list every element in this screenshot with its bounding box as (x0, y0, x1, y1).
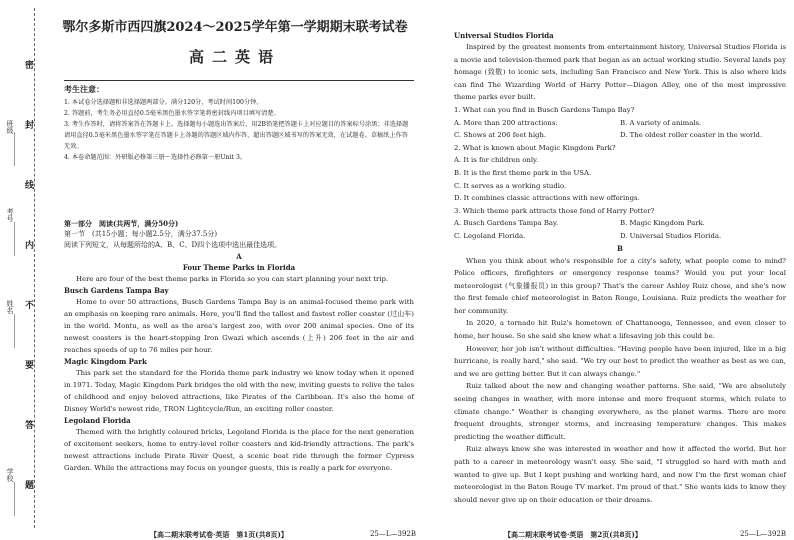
binding-margin (0, 0, 50, 536)
passage-paragraph: When you think about who's responsible for a city's safety, what people come to mind? Police officers, firefighters or emergency response teams? Would you put your local meteorologist (气象播报员) in this group? That's the career Ashley Ruiz chose, and she's now the first female chief meteorologist in Baton Rouge, Louisiana. Ruiz predicts the weather for her community. (454, 256, 786, 315)
option-b[interactable]: B. It is the first theme park in the USA. (454, 168, 592, 177)
option-row (454, 117, 786, 130)
question-stem: 1. What can you find in Busch Gardens Tampa Bay? (454, 105, 635, 114)
footer-page-info: 【高二期末联考试卷·英语 第2页(共8页)】 (504, 530, 642, 539)
passage-letter: A (236, 252, 242, 261)
notice-item: 1. 本试卷分选择题和非选择题两部分。满分120分，考试时间100分钟。 (64, 99, 263, 106)
passage-paragraph: In 2020, a tornado hit Ruiz's hometown of Chattanooga, Tennessee, and even closer to home, her house. So she said she knew what a lifesaving job this could be. (454, 319, 786, 341)
option-d[interactable]: D. Universal Studios Florida. (620, 231, 722, 240)
seal-char: 密 (23, 60, 33, 75)
park-name: Universal Studios Florida (454, 31, 554, 40)
park-description: This park set the standard for the Florida theme park industry we know today when it opened in 1971. Today, Magic Kingdom Park bridges the old with the new, inviting guests to relive the tales of childhood and enjoy beloved attractions, like Pirates of the Caribbean. It's also the home of Disney World's newest ride, TRON Lightcycle/Run, an exciting roller coaster. (64, 369, 414, 413)
footer-page-info: 【高二期末联考试卷·英语 第1页(共8页)】 (150, 530, 288, 539)
park-name: Busch Gardens Tampa Bay (64, 286, 169, 295)
class-label: 班级 (6, 120, 14, 134)
part-heading: 第一部分 阅读(共两节，满分50分) (64, 219, 179, 228)
notice-item: 4. 本卷命题范围：外研版必修第三册～选择性必修第一册Unit 3。 (64, 154, 247, 161)
option-c[interactable]: C. Legoland Florida. (454, 231, 526, 240)
option-c[interactable]: C. It serves as a working studio. (454, 181, 567, 190)
park-name: Legoland Florida (64, 416, 131, 425)
seal-char: 内 (23, 240, 33, 255)
seal-char: 线 (23, 180, 33, 195)
seal-char: 不 (23, 300, 33, 315)
option-d[interactable]: D. It combines classic attractions with new offerings. (454, 194, 640, 203)
option-d[interactable]: D. The oldest roller coaster in the world. (620, 131, 763, 140)
option-a[interactable]: A. More than 200 attractions. (454, 118, 558, 127)
candidate-notice (64, 80, 414, 163)
subject-title: 高二英语 (188, 48, 281, 66)
park-description: Themed with the brightly coloured bricks, Legoland Florida is the place for the next generation of excitement seekers, home to entry-level roller coasters and kid-friendly attractions. The park's newest attractions include Pirate River Quest, a scenic boat ride through the former Cypress Garden. While the attractions may focus on younger guests, this is really a park for everyone. (64, 428, 414, 472)
exam-number-blank[interactable] (14, 222, 15, 256)
seal-line (34, 8, 35, 528)
instruction: 阅读下列短文，从每题所给的A、B、C、D四个选项中选出最佳选项。 (64, 241, 282, 249)
passage-intro: Here are four of the best theme parks in Florida so you can start planning your next trip. (76, 275, 389, 283)
option-a[interactable]: A. It is for children only. (454, 156, 539, 165)
footer-code: 25—L—392B (369, 530, 416, 538)
notice-item: 2. 答题前，考生务必用直径0.5毫米黑色墨水签字笔将密封线内项目填写清楚。 (64, 110, 280, 117)
seal-char: 封 (23, 120, 33, 135)
option-row (454, 129, 786, 142)
passage-paragraph: However, her job isn't without difficulties. "Having people have been injured, like in a big hurricane, is really hard," she said. "We try our best to predict the weather as best as we can, and we are getting better. But it can always change." (454, 344, 786, 378)
option-row (454, 230, 786, 243)
passage-paragraph: Ruiz always knew she was interested in weather and how it affected the world. But her path to a career in meteorology wasn't easy. She said, "I struggled so hard with math and wanted to give up. But I kept pushing and working hard, and now I'm the first woman chief meteorologist in the Baton Rouge TV market. I'm proud of that." She wants kids to know they should never give up on their education or their dreams. (454, 445, 786, 504)
name-blank[interactable] (14, 314, 15, 348)
option-a[interactable]: A. Busch Gardens Tampa Bay. (454, 219, 559, 228)
seal-char: 答 (23, 420, 33, 435)
section-heading: 第一节 (共15小题；每小题2.5分，满分37.5分) (64, 230, 218, 238)
park-description: Home to over 50 attractions, Busch Gardens Tampa Bay is an animal-focused theme park with an emphasis on keeping rare animals. Here, you'll find the tallest and fastest roller coaster (过山车) in the world. Montu, as well as the area's largest zoo, with over 200 animal species. One of its newest coasters is the heart-stopping Iron Gwazi which ascends (上升) 206 feet in the air and reaches speeds of up to 76 miles per hour. (64, 298, 414, 354)
school-blank[interactable] (14, 482, 15, 516)
notice-item: 3. 考生作答时，请将答案答在答题卡上。选择题每小题选出答案后，用2B铅笔把答题卡上对应题目的答案标号涂黑；非选择题请用直径0.5毫米黑色墨水签字笔在答题卡上各题的答题区域内作答，超出答题区域书写的答案无效，在试题卷、草稿纸上作答无效。 (64, 121, 409, 150)
exam-number-label: 考号 (6, 208, 14, 222)
name-label: 姓名 (6, 300, 14, 314)
park-description: Inspired by the greatest moments from entertainment history, Universal Studios Florida is a movie and television-themed park that began as an actual working studio. Several lands pay homage (致敬) to iconic sets, including San Francisco and New York. This is also where kids can find The Wizarding World of Harry Potter—Diagon Alley, one of the most impressive theme parks ever built. (454, 43, 786, 102)
park-name: Magic Kingdom Park (64, 357, 147, 366)
option-b[interactable]: B. Magic Kingdom Park. (620, 219, 705, 228)
exam-title: 鄂尔多斯市西四旗2024～2025学年第一学期期末联考试卷 (62, 20, 408, 35)
seal-char: 题 (23, 480, 33, 495)
option-c[interactable]: C. Shows at 206 feet high. (454, 131, 547, 140)
page-2-content (454, 30, 786, 506)
option-b[interactable]: B. A variety of animals. (620, 118, 702, 127)
school-label: 学校 (6, 468, 14, 482)
reading-section (64, 218, 414, 474)
question-stem: 2. What is known about Magic Kingdom Park? (454, 143, 616, 152)
passage-title: Four Theme Parks in Florida (182, 263, 296, 272)
passage-paragraph: Ruiz talked about the new and changing weather patterns. She said, "We are absolutely seeing changes in weather, with more intense and more frequent storms, which relate to climate change." Weather is changing everywhere, as the planet warms. There are more frequent droughts, stronger storms, and increasing temperature changes. This makes predicting the weather difficult. (454, 382, 786, 441)
question-stem: 3. Which theme park attracts those fond of Harry Potter? (454, 206, 655, 215)
page-2 (424, 0, 794, 539)
notice-title: 考生注意： (64, 84, 104, 94)
class-blank[interactable] (14, 132, 15, 166)
passage-letter: B (617, 243, 623, 253)
seal-char: 要 (23, 360, 33, 375)
option-row (454, 217, 786, 230)
footer-code: 25—L—392B (739, 530, 786, 538)
